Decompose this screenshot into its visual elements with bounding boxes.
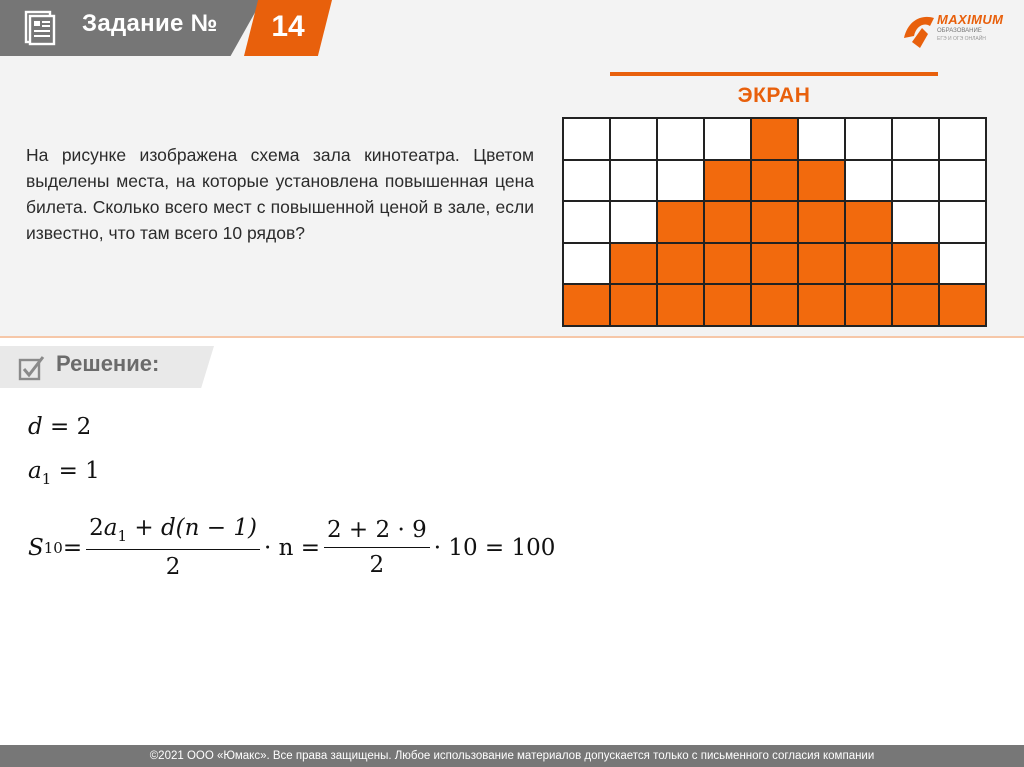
logo-brand: MAXIMUM xyxy=(937,12,1004,27)
premium-seat xyxy=(751,118,798,160)
regular-seat xyxy=(939,160,986,202)
premium-seat xyxy=(704,201,751,243)
fraction-substituted-denominator: 2 xyxy=(369,552,385,578)
checkbox-check-icon xyxy=(18,354,46,382)
seating-grid xyxy=(562,117,987,327)
premium-seat xyxy=(798,160,845,202)
times-n: · n = xyxy=(263,534,320,561)
regular-seat xyxy=(610,201,657,243)
solution-title: Решение: xyxy=(56,351,160,376)
screen-label: ЭКРАН xyxy=(737,84,811,107)
premium-seat xyxy=(563,284,610,326)
task-number: 14 xyxy=(271,10,305,43)
premium-seat xyxy=(610,284,657,326)
regular-seat xyxy=(939,243,986,285)
fraction-substituted xyxy=(324,517,430,578)
regular-seat xyxy=(563,118,610,160)
a-subscript: 1 xyxy=(41,470,52,488)
premium-seat xyxy=(751,243,798,285)
task-title: Задание № xyxy=(82,10,218,37)
regular-seat xyxy=(939,201,986,243)
regular-seat xyxy=(704,118,751,160)
regular-seat xyxy=(610,160,657,202)
a-num-subscript: 1 xyxy=(117,527,128,545)
var-d: d xyxy=(28,414,43,440)
premium-seat xyxy=(704,243,751,285)
premium-seat xyxy=(798,243,845,285)
problem-statement: На рисунке изображена схема зала кинотеатра. Цветом выделены места, на которые установлена повышенная цена билета. Сколько всего мест с повышенной ценой в зале, если известно, что там всего 10 рядов? xyxy=(26,145,534,243)
premium-seat xyxy=(657,201,704,243)
regular-seat xyxy=(563,201,610,243)
panel-divider xyxy=(0,336,1024,338)
formula-a1 xyxy=(28,458,100,488)
premium-seat xyxy=(704,284,751,326)
coef-two: 2 xyxy=(89,515,104,541)
s-subscript: 10 xyxy=(43,538,63,557)
regular-seat xyxy=(845,160,892,202)
regular-seat xyxy=(657,118,704,160)
var-s: S xyxy=(28,534,44,561)
numerator-rest: + d(n − 1) xyxy=(127,515,257,541)
logo-tagline: ЕГЭ И ОГЭ ОНЛАЙН xyxy=(937,36,986,42)
fraction-general-numerator xyxy=(86,515,260,550)
premium-seat xyxy=(798,284,845,326)
premium-seat xyxy=(798,201,845,243)
premium-seat xyxy=(610,243,657,285)
premium-seat xyxy=(845,243,892,285)
var-a: a xyxy=(28,458,42,484)
regular-seat xyxy=(845,118,892,160)
regular-seat xyxy=(939,118,986,160)
var-a-num: a xyxy=(103,515,118,541)
regular-seat xyxy=(798,118,845,160)
premium-seat xyxy=(845,201,892,243)
fraction-substituted-numerator: 2 + 2 · 9 xyxy=(324,517,430,548)
premium-seat xyxy=(845,284,892,326)
equals-sign: = xyxy=(62,534,83,561)
premium-seat xyxy=(657,284,704,326)
d-value: = 2 xyxy=(42,414,92,440)
copyright-footer: ©2021 ООО «Юмакс». Все права защищены. Любое использование материалов допускается только с письменного согласия компании xyxy=(0,745,1024,767)
regular-seat xyxy=(892,160,939,202)
regular-seat xyxy=(892,201,939,243)
regular-seat xyxy=(563,243,610,285)
regular-seat xyxy=(657,160,704,202)
regular-seat xyxy=(610,118,657,160)
premium-seat xyxy=(657,243,704,285)
fraction-general-denominator: 2 xyxy=(165,554,181,580)
logo-subtitle: ОБРАЗОВАНИЕ xyxy=(937,28,982,34)
document-icon xyxy=(24,10,56,46)
regular-seat xyxy=(892,118,939,160)
formula-d xyxy=(28,414,91,440)
premium-seat xyxy=(751,284,798,326)
premium-seat xyxy=(704,160,751,202)
premium-seat xyxy=(751,160,798,202)
premium-seat xyxy=(892,243,939,285)
result: · 10 = 100 xyxy=(433,534,556,561)
fraction-general xyxy=(86,515,260,580)
formula-sum xyxy=(28,515,555,580)
premium-seat xyxy=(751,201,798,243)
regular-seat xyxy=(563,160,610,202)
a-value: = 1 xyxy=(51,458,100,484)
screen-line xyxy=(610,72,938,76)
premium-seat xyxy=(939,284,986,326)
premium-seat xyxy=(892,284,939,326)
